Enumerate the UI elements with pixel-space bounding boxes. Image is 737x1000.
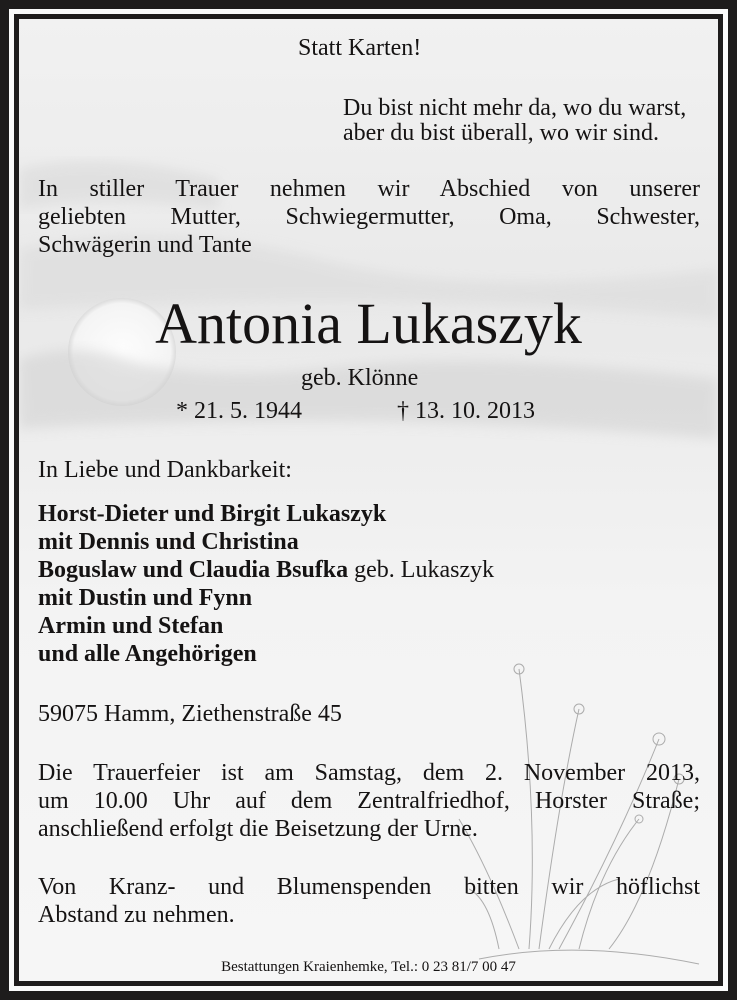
birth-date: * 21. 5. 1944 (176, 398, 302, 424)
header-text: Statt Karten! (298, 35, 422, 61)
intro-line-3: Schwägerin und Tante (38, 232, 252, 258)
quote-line-1: Du bist nicht mehr da, wo du warst, (343, 95, 687, 121)
mourners-intro: In Liebe und Dankbarkeit: (38, 457, 292, 483)
intro-line-1: In stiller Trauer nehmen wir Abschied von unserer (38, 176, 700, 202)
quote-line-2: aber du bist überall, wo wir sind. (343, 120, 659, 146)
birth-name: geb. Klönne (301, 365, 419, 391)
mourner-line: mit Dustin und Fynn (38, 585, 253, 611)
intro-line-2: geliebten Mutter, Schwiegermutter, Oma, Schwester, (38, 204, 700, 230)
ceremony-line-1: Die Trauerfeier ist am Samstag, dem 2. November 2013, (38, 760, 700, 786)
death-date: † 13. 10. 2013 (397, 398, 535, 424)
deceased-name: Antonia Lukaszyk (155, 291, 582, 356)
mourner-line: Boguslaw und Claudia Bsufka geb. Lukaszyk (38, 557, 495, 583)
address: 59075 Hamm, Ziethenstraße 45 (38, 701, 342, 727)
mourner-line: mit Dennis und Christina (38, 529, 299, 555)
mourner-line: und alle Angehörigen (38, 641, 257, 667)
footer-funeral-home: Bestattungen Kraienhemke, Tel.: 0 23 81/7 00 47 (221, 959, 516, 975)
ceremony-line-2: um 10.00 Uhr auf dem Zentralfriedhof, Horster Straße; (38, 788, 700, 814)
flowers-line-1: Von Kranz- und Blumenspenden bitten wir höflichst (38, 874, 700, 900)
mourner-line: Armin und Stefan (38, 613, 224, 639)
mourner-line: Horst-Dieter und Birgit Lukaszyk (38, 501, 387, 527)
obituary-page (19, 19, 718, 981)
ceremony-line-3: anschließend erfolgt die Beisetzung der Urne. (38, 816, 478, 842)
flowers-line-2: Abstand zu nehmen. (38, 902, 235, 928)
